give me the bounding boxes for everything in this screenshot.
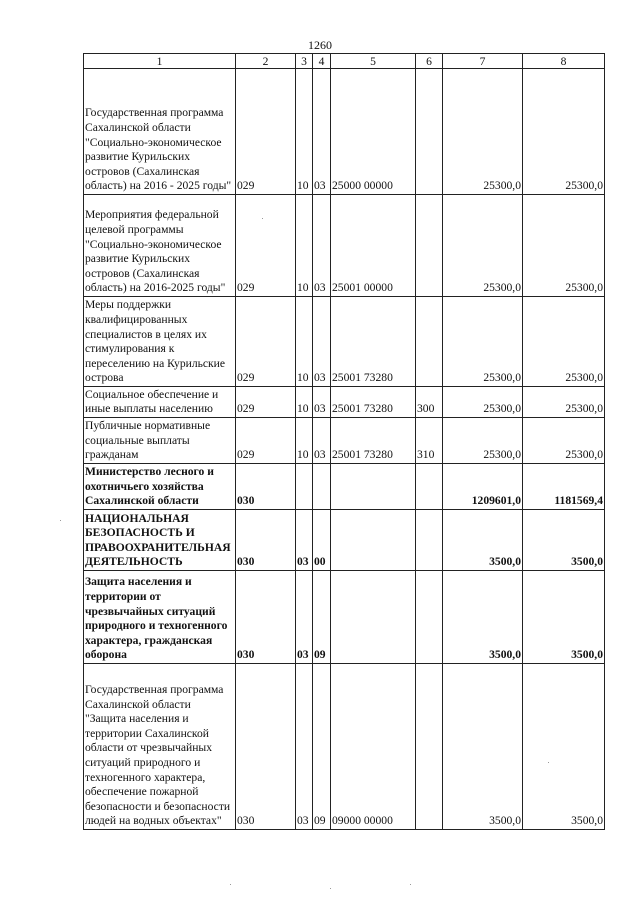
column-header: 8: [523, 54, 605, 69]
scan-speck: [410, 884, 411, 885]
cell-vr: 300: [416, 387, 443, 418]
cell-name: Публичные нормативные социальные выплаты гражданам: [84, 418, 236, 464]
cell-sum-2020: 3500,0: [523, 510, 605, 571]
budget-table: [83, 53, 605, 830]
cell-name: Государственная программа Сахалинской области "Защита населения и территории Сахалинской области от чрезвычайных ситуаций природного и техногенного характера, обеспечение пожарной безопасности и безопасности людей на водных объектах": [84, 664, 236, 830]
cell-csr: 09000 00000: [331, 664, 416, 830]
cell-vr: [416, 510, 443, 571]
cell-sum-2019: 1209601,0: [443, 464, 523, 510]
scan-speck: [60, 520, 61, 521]
cell-sum-2020: 25300,0: [523, 69, 605, 195]
column-header: 5: [331, 54, 416, 69]
cell-pr: 03: [313, 69, 331, 195]
table-row: [84, 664, 605, 830]
cell-rz: 03: [296, 571, 313, 664]
cell-vr: [416, 195, 443, 297]
cell-ved: 029: [236, 195, 296, 297]
column-header: 4: [313, 54, 331, 69]
column-header: 2: [236, 54, 296, 69]
cell-vr: 310: [416, 418, 443, 464]
cell-sum-2020: 25300,0: [523, 418, 605, 464]
column-header: 6: [416, 54, 443, 69]
cell-pr: 03: [313, 297, 331, 387]
cell-sum-2020: 25300,0: [523, 387, 605, 418]
cell-sum-2019: 25300,0: [443, 418, 523, 464]
cell-csr: [331, 571, 416, 664]
cell-pr: 09: [313, 664, 331, 830]
cell-rz: [296, 464, 313, 510]
cell-name: Государственная программа Сахалинской области "Социально-экономическое развитие Курильских островов (Сахалинская область) на 2016 - 2025 годы": [84, 69, 236, 195]
cell-rz: 10: [296, 69, 313, 195]
column-header: 7: [443, 54, 523, 69]
cell-csr: [331, 464, 416, 510]
column-header: 1: [84, 54, 236, 69]
cell-rz: 10: [296, 297, 313, 387]
cell-pr: 03: [313, 418, 331, 464]
table-header-row: [84, 54, 605, 69]
scan-speck: [262, 218, 263, 219]
cell-name: НАЦИОНАЛЬНАЯ БЕЗОПАСНОСТЬ И ПРАВООХРАНИТЕЛЬНАЯ ДЕЯТЕЛЬНОСТЬ: [84, 510, 236, 571]
table-row: [84, 69, 605, 195]
cell-sum-2019: 3500,0: [443, 571, 523, 664]
cell-sum-2020: 1181569,4: [523, 464, 605, 510]
cell-pr: [313, 464, 331, 510]
cell-csr: 25001 73280: [331, 418, 416, 464]
cell-pr: 03: [313, 387, 331, 418]
cell-csr: 25000 00000: [331, 69, 416, 195]
page-number: 1260: [308, 38, 332, 52]
cell-ved: 029: [236, 387, 296, 418]
cell-sum-2019: 3500,0: [443, 510, 523, 571]
cell-rz: 03: [296, 664, 313, 830]
cell-name: Меры поддержки квалифицированных специалистов в целях их стимулирования к переселению на Курильские острова: [84, 297, 236, 387]
column-header: 3: [296, 54, 313, 69]
cell-rz: 03: [296, 510, 313, 571]
cell-sum-2020: 25300,0: [523, 297, 605, 387]
cell-ved: 029: [236, 297, 296, 387]
cell-sum-2020: 3500,0: [523, 571, 605, 664]
cell-ved: 030: [236, 664, 296, 830]
table-row: [84, 195, 605, 297]
cell-vr: [416, 464, 443, 510]
cell-pr: 03: [313, 195, 331, 297]
cell-pr: 09: [313, 571, 331, 664]
cell-csr: 25001 73280: [331, 387, 416, 418]
cell-sum-2019: 25300,0: [443, 69, 523, 195]
table-row: [84, 464, 605, 510]
cell-rz: 10: [296, 195, 313, 297]
table-row: [84, 387, 605, 418]
scan-speck: [230, 884, 231, 885]
cell-vr: [416, 571, 443, 664]
cell-ved: 029: [236, 69, 296, 195]
cell-csr: [331, 510, 416, 571]
scan-speck: [548, 762, 549, 763]
cell-csr: 25001 00000: [331, 195, 416, 297]
cell-ved: 030: [236, 510, 296, 571]
cell-ved: 030: [236, 464, 296, 510]
cell-sum-2019: 3500,0: [443, 664, 523, 830]
scan-speck: [330, 888, 331, 889]
cell-name: Социальное обеспечение и иные выплаты населению: [84, 387, 236, 418]
cell-name: Министерство лесного и охотничьего хозяйства Сахалинской области: [84, 464, 236, 510]
cell-sum-2019: 25300,0: [443, 387, 523, 418]
cell-name: Мероприятия федеральной целевой программы "Социально-экономическое развитие Курильских островов (Сахалинская область) на 2016-2025 годы": [84, 195, 236, 297]
table-row: [84, 297, 605, 387]
cell-sum-2019: 25300,0: [443, 297, 523, 387]
cell-vr: [416, 69, 443, 195]
cell-csr: 25001 73280: [331, 297, 416, 387]
cell-rz: 10: [296, 418, 313, 464]
cell-ved: 029: [236, 418, 296, 464]
cell-vr: [416, 664, 443, 830]
cell-vr: [416, 297, 443, 387]
cell-sum-2020: 3500,0: [523, 664, 605, 830]
cell-rz: 10: [296, 387, 313, 418]
cell-name: Защита населения и территории от чрезвычайных ситуаций природного и техногенного характера, гражданская оборона: [84, 571, 236, 664]
cell-ved: 030: [236, 571, 296, 664]
table-row: [84, 418, 605, 464]
cell-sum-2019: 25300,0: [443, 195, 523, 297]
table-row: [84, 571, 605, 664]
table-row: [84, 510, 605, 571]
cell-sum-2020: 25300,0: [523, 195, 605, 297]
cell-pr: 00: [313, 510, 331, 571]
